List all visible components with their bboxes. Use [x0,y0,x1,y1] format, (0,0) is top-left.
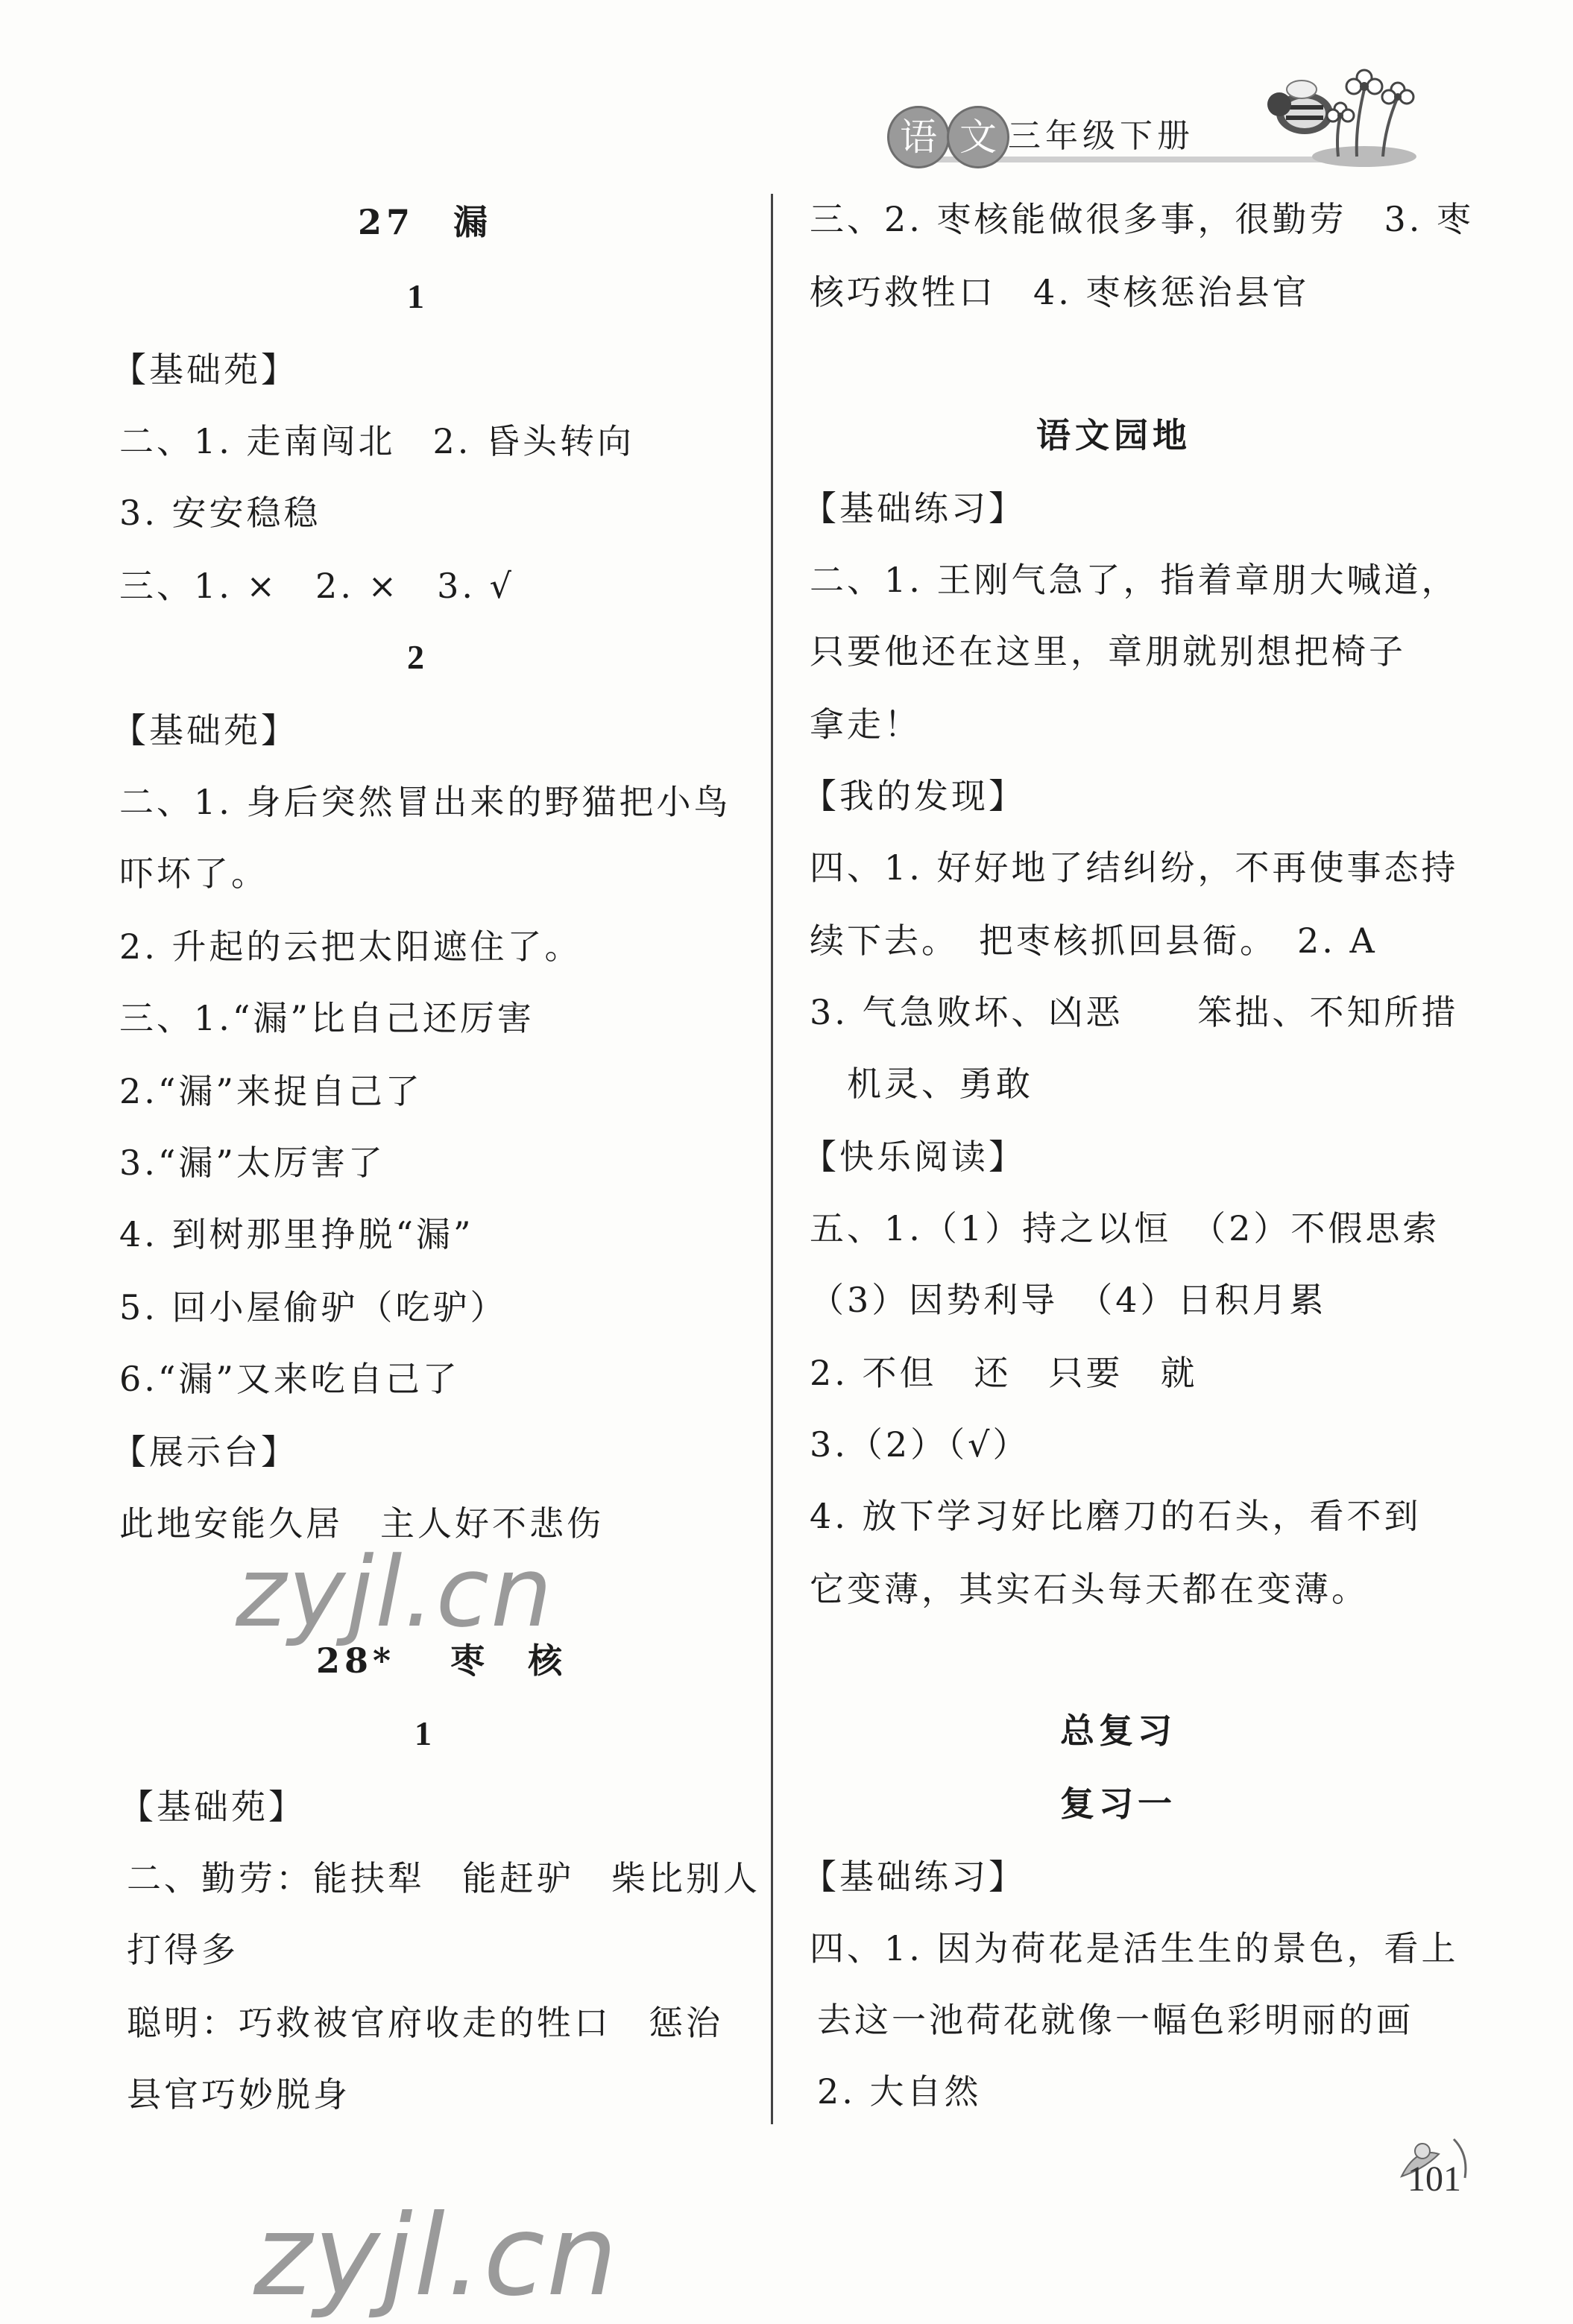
section-label: 【快乐阅读】 [802,1137,1026,1177]
answer-line: 机灵、勇敢 [847,1064,1033,1104]
answer-line: 此地安能久居 主人好不悲伤 [119,1503,604,1544]
answer-line: 它变薄，其实石头每天都在变薄。 [810,1569,1369,1609]
unit-garden-title: 语文园地 [1036,415,1191,455]
section-label: 【基础练习】 [802,488,1026,528]
answer-line: 3.（2）（√） [810,1424,1030,1465]
answer-line: 核巧救牲口 4. 枣核惩治县官 [810,272,1310,312]
watermark: zyjl.cn [236,1535,554,1649]
answer-line: （3）因势利导 （4）日积月累 [810,1280,1327,1320]
answer-line: 3. 气急败坏、凶恶 笨拙、不知所措 [810,992,1459,1032]
bee-flower-icon [1252,45,1424,171]
section-label: 【基础苑】 [112,710,298,751]
answer-line: 拿走！ [810,704,921,745]
answer-line: 5. 回小屋偷驴（吃驴） [119,1287,508,1327]
section-label: 【基础练习】 [802,1857,1026,1897]
header-grade: 三年级下册 [1008,117,1194,155]
page-header [887,45,1424,171]
column-divider [771,194,773,2124]
answer-line: 三、2. 枣核能做很多事，很勤劳 3. 枣 [810,199,1475,239]
header-badge-1: 语 [887,106,950,168]
answer-line: 4. 到树那里挣脱“漏” [119,1214,474,1254]
answer-line: 五、1.（1）持之以恒 （2）不假思索 [810,1208,1440,1248]
page-number: 101 [1407,2159,1461,2199]
review-subtitle: 复习一 [1060,1784,1176,1824]
answer-line: 去这一池荷花就像一幅色彩明丽的画 [817,2000,1413,2040]
answer-line: 4. 放下学习好比磨刀的石头，看不到 [810,1496,1422,1536]
answer-line: 吓坏了。 [119,853,268,894]
answer-line: 县官巧妙脱身 [127,2074,350,2115]
answer-line: 二、勤劳：能扶犁 能赶驴 柴比别人 [127,1858,760,1898]
section-label: 【我的发现】 [802,776,1026,816]
answer-line: 3. 安安稳稳 [119,493,321,533]
answer-line: 二、1. 身后突然冒出来的野猫把小鸟 [119,782,731,822]
lesson-27-title: 27 漏 [358,202,493,242]
answer-line: 打得多 [127,1930,239,1970]
answer-line: 三、1.“漏”比自己还厉害 [119,998,535,1038]
answer-line: 2. 不但 还 只要 就 [810,1353,1198,1393]
answer-line: 2. 升起的云把太阳遮住了。 [119,926,582,967]
answer-line: 2.“漏”来捉自己了 [119,1071,423,1111]
lesson-28-title: 28* 枣 核 [316,1641,567,1681]
section-number: 2 [407,638,424,676]
review-title: 总复习 [1060,1711,1176,1751]
answer-line: 聪明：巧救被官府收走的牲口 惩治 [127,2003,723,2043]
answer-line: 2. 大自然 [817,2071,982,2112]
section-number: 1 [407,277,424,315]
watermark: zyjl.cn [253,2191,620,2321]
answer-line: 只要他还在这里，章朋就别想把椅子 [810,631,1406,672]
answer-line: 续下去。 把枣核抓回县衙。 2. A [810,921,1378,961]
section-label: 【基础苑】 [119,1787,306,1827]
answer-line: 6.“漏”又来吃自己了 [119,1359,460,1399]
answer-line: 二、1. 走南闯北 2. 昏头转向 [119,421,635,461]
section-number: 1 [414,1714,432,1752]
answer-line: 四、1. 因为荷花是活生生的景色，看上 [810,1928,1459,1968]
section-label: 【基础苑】 [112,350,298,390]
answer-line: 四、1. 好好地了结纠纷，不再使事态持 [810,847,1459,888]
section-label: 【展示台】 [112,1432,298,1472]
answer-line: 二、1. 王刚气急了，指着章朋大喊道， [810,560,1459,600]
answer-line: 3.“漏”太厉害了 [119,1143,385,1183]
answer-line: 三、1. × 2. × 3. √ [119,566,514,606]
header-badge-2: 文 [947,106,1009,168]
